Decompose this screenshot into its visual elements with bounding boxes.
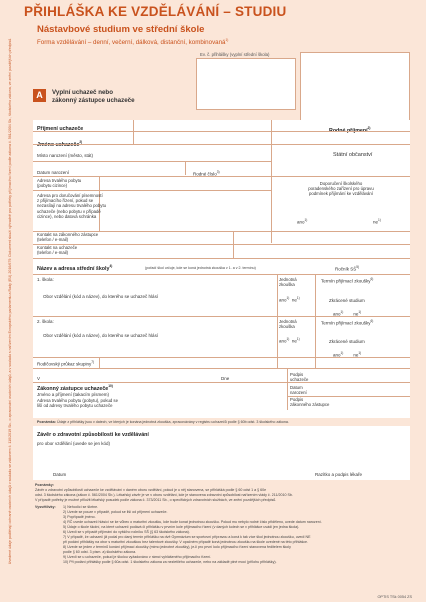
birth-number-label: Rodné číslo$^{3)}$	[193, 170, 220, 177]
signature-date-label: Dne	[221, 376, 230, 381]
health-subheading: pro obor vzdělání (uvede se jen kód)	[37, 441, 111, 446]
footnote-item: 9) Uvedí se u uchazeče, pokud je školou vyžadováno v rámci vyhlášeného přijímacího řízení.	[63, 555, 212, 559]
footnote-item: 5) Údaje o škole školní, na které uchazeč podává či přihlášku v prvním kole přijímacího řízení (v daných kolech se v přihlášce uvádí jen jedna škola).	[63, 525, 300, 529]
footnote-item: podle § 60 odst. 3 písm. a) školského zákona.	[63, 550, 137, 554]
first-exam-yes-no[interactable]: ano$^{1)}$ $ne^{1)}$	[279, 296, 300, 303]
health-heading: Závěr o zdravotní způsobilosti ke vzdělávání	[37, 432, 149, 438]
first-exam-label: Jednotná zkouška	[279, 277, 297, 288]
form-code: OPTIS TSk 0054 ZS	[377, 595, 412, 599]
second-shortened-label: Zkrácené studium	[329, 339, 365, 344]
birth-surname-label: Rodné příjmení$^{2)}$	[329, 126, 371, 134]
representative-name-label: Jméno a příjmení (takacím písmem)	[37, 392, 110, 397]
school-stamp-box[interactable]	[300, 52, 410, 122]
representative-signature-label: Podpis zákonného zástupce	[290, 397, 330, 408]
footnote-item: 8) Uvede se jeden z termínů konání přijímací zkoušky (mimo jednotné zkoušky), je-li pro první kolo přijímacího řízení stanovena ředitelem školy	[63, 545, 291, 549]
footnote-item: 7) V případě, že uchazeč již podal pro daný termín přihlášku na dvě Gymnázium se sportovní přípravou a koná k tak více škol jednotnou zkoušku, uvedí NE	[63, 535, 311, 539]
citizenship-label: Státní občanství	[333, 152, 373, 158]
first-name-label: Jméno uchazeče$^{2)}$	[37, 140, 83, 148]
form-subtitle: Nástavbové studium ve střední škole	[37, 24, 205, 35]
section-a-title: Vyplní uchazeč nebo zákonný zástupce uchazeče	[52, 89, 135, 104]
signature-place-label: V	[37, 376, 41, 381]
second-school-label: 2. škola:	[37, 319, 54, 324]
advisory-label: Doporučení školského poradenského zařízení pro úpravu podmínek přijímání ke vzdělávání	[308, 181, 374, 197]
health-date-label: Datum	[53, 472, 67, 477]
second-field-label: Obor vzdělání (kód a název), do kterého se uchazeč hlásí	[43, 333, 159, 338]
representative-contact-label: Kontakt na zákonného zástupce (telefon / e-mail)	[37, 232, 99, 243]
health-section	[33, 428, 410, 480]
footnotes-intro-3: V případě potřeby je možné přiložit lékařský posudek podle zákona č. 373/2011 Sb., o specifických zdravotních službách, ve znění pozdějších předpisů.	[35, 498, 277, 502]
advisory-yes[interactable]: ano$^{1)}$	[297, 218, 308, 225]
applicant-signature-label: Podpis uchazeče	[290, 372, 309, 383]
note-text: Poznámka: Údaje z přihlášky jsou v datech, ve kterých je konána jednotná zkouška, zpracovávány v registru uchazečů podle § 60b odst. 3 školského zákona.	[37, 420, 289, 424]
applicant-contact-label: Kontakt na uchazeče (telefon / e-mail)	[37, 245, 78, 256]
footnote-item: 2) Uvede se pouze v případě, pokud se liší od příjmení uchazeče.	[63, 510, 168, 514]
year-label: Ročník SŠ$^{5)}$	[335, 265, 360, 272]
registration-number-label: Ev. č. přihlášky (vyplní střední škola)	[200, 52, 270, 57]
applicant-form-sheet	[33, 120, 410, 448]
note-row	[33, 418, 410, 426]
registration-number-box[interactable]	[196, 58, 296, 110]
form-title: PŘIHLÁŠKA KE VZDĚLÁVÁNÍ – STUDIU	[24, 4, 287, 19]
footnote-item: 6) Uvedí se v případě přijímání do vyššího ročníku SŠ (§ 63 školského zákona).	[63, 530, 190, 534]
footnote-item: při podání přihlášky na obor s maturitní zkouškou bez talentové zkoušky. V opačném případě koná jednotnou zkoušku na škole uvedené na této přihlášce.	[63, 540, 309, 544]
footnote-item: 1) Nehodící se škrtne.	[63, 505, 99, 509]
legal-sidebar-text: Uvedené údaje podléhají ochraně osobních údajů v souladu se zákonem č. 110/2019 Sb., o zpracování osobních údajů, a v souladu s nařízením Evropského parlamentu a Rady (EU) 2016/679. Dokument slouží výhradně pro potřeby přijímacího řízení podle zákona č. 561/2004 Sb., školského zákona, ve znění pozdějších předpisů.	[7, 37, 12, 565]
second-exam-label: Jednotná zkouška	[279, 319, 297, 330]
legal-sidebar	[0, 0, 21, 602]
representative-heading: Zákonný zástupce uchazeče$^{10)}$	[37, 384, 113, 392]
footnotes-intro-2: odst. 3 školského zákona (zákon č. 561/2004 Sb.). Lékařský závěr je ve v oboru vzdělání, kde je stanovena zdravotní způsobilost nařízením vlády č. 211/2010 Sb.	[35, 493, 293, 497]
group-label: Rodičovský průkaz skupiny$^{7)}$	[37, 360, 95, 367]
representative-address-label: Adresa trvalého pobytu (pobytu), pokud se liší od adresy trvalého pobytu uchazeče	[37, 398, 118, 409]
footnotes-label: Poznámky:	[35, 483, 54, 487]
footnote-item: 4) RČ uvede uchazeč hlásící se ke vůbec o maturitní zkoušku, kde bude konat jednotnou zkoušku. Pokud mu nebylo rodné číslo přiděleno, uvede datum narození.	[63, 520, 322, 524]
first-school-label: 1. škola:	[37, 277, 54, 282]
last-name-label: Příjmení uchazeče	[37, 126, 84, 132]
birth-date-label: Datum narození	[37, 170, 70, 175]
explanations-label: Vysvětlivky:	[35, 505, 56, 509]
footnotes	[33, 482, 410, 592]
delivery-address-label: Adresa pro doručování písemností z přijímacího řízení, pokud se nezasílají na adresu trvalého pobytu uchazeče (nebo pobytu v případě cizince), nebo datová schránka	[37, 193, 107, 219]
first-field-label: Obor vzdělání (kód a název), do kterého se uchazeč hlásí	[43, 294, 159, 299]
representative-birth-date-label: Datum narození	[290, 385, 307, 396]
second-exam-yes-no[interactable]: ano$^{1)}$ $ne^{1)}$	[279, 337, 300, 344]
birth-place-label: Místo narození (město, stát)	[37, 153, 94, 158]
first-shortened-yes-no[interactable]: ano$^{1)}$ $ne^{1)}$	[333, 310, 362, 317]
first-shortened-label: Zkrácené studium	[329, 298, 365, 303]
doctor-stamp-label: Razítko a podpis lékaře	[315, 472, 363, 477]
study-form-line: Forma vzdělávání – denní, večerní, dálková, distanční, kombinovaná$^{1)}$	[37, 38, 229, 47]
second-shortened-yes-no[interactable]: ano$^{1)}$ $ne^{1)}$	[333, 351, 362, 358]
section-a-badge: A	[33, 89, 46, 102]
school-heading: Název a adresa střední školy$^{4)}$	[37, 264, 113, 272]
address-label: Adresa trvalého pobytu (pobytu cizince)	[37, 178, 82, 189]
footnote-item: 10) Při podání přihlášky podle § 60a odst. 1 školského zákona za nezletilého uchazeče, nebo na základě plné moci (přílohu přihlášky).	[63, 560, 277, 564]
advisory-no[interactable]: $ne^{1)}$	[373, 218, 381, 225]
footnotes-intro-1: Závěr o zdravotní způsobilosti uchazeče ke vzdělávání v daném oboru vzdělání, pokud je u něj stanovena, se přihlášká podle § 60 odst 1 a § 60e	[35, 488, 267, 492]
footnote-item: 3) Popřípadě jméno.	[63, 515, 96, 519]
second-exam-date-label: Termín přijímací zkoušky$^{6)}$	[321, 319, 374, 326]
school-heading-hint: (pořadí škol určuje, kde se koná jednotná zkouška v 1. a v 2. termínu)	[145, 266, 256, 270]
first-exam-date-label: Termín přijímací zkoušky$^{6)}$	[321, 277, 374, 284]
